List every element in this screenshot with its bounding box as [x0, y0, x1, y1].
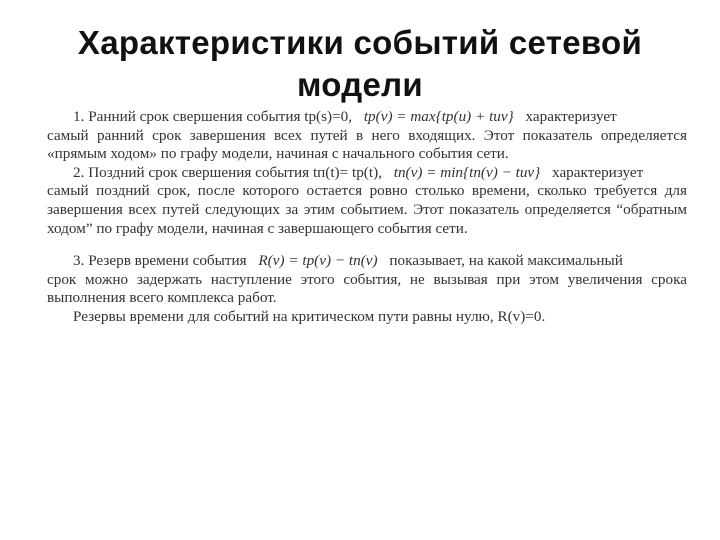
item-3-formula: R(v) = tр(v) − tп(v)	[258, 252, 378, 270]
title-line-2: модели	[296, 66, 424, 103]
item-2-condition: tп(t)= tр(t),	[312, 163, 382, 181]
item-1-first-line	[47, 108, 687, 127]
item-1-after-formula: характеризует	[525, 108, 617, 125]
item-2-lead: Поздний срок свершения события	[88, 163, 310, 181]
closing-statement: Резервы времени для событий на критическом пути равны нулю, R(v)=0.	[73, 307, 546, 325]
item-2-after-formula: характеризует	[552, 163, 644, 181]
item-1-condition: tр(s)=0,	[304, 108, 353, 125]
list-item-2	[47, 164, 687, 238]
item-1-formula: tр(v) = max{tр(u) + tuv}	[363, 108, 514, 125]
item-1-continuation: самый ранний срок завершения всех путей в него входящих. Этот показатель определяется «прямым ходом» по графу модели, начиная с начального события сети.	[47, 126, 687, 163]
slide-title	[0, 22, 720, 106]
item-3-number: 3.	[73, 252, 85, 270]
slide-body	[47, 108, 687, 327]
item-2-formula: tп(v) = min{tп(v) − tuv}	[393, 163, 541, 181]
item-2-first-line	[47, 164, 687, 183]
item-3-first-line	[47, 252, 687, 271]
item-1-number: 1.	[73, 108, 85, 125]
item-3-lead: Резерв времени события	[88, 252, 247, 270]
item-2-number: 2.	[73, 163, 85, 181]
list-item-1	[47, 108, 687, 164]
spacer	[47, 238, 687, 252]
item-3-after-formula: показывает, на какой максимальный	[389, 252, 623, 270]
item-1-lead: Ранний срок свершения события	[88, 108, 301, 125]
item-2-continuation: самый поздний срок, после которого остается ровно столько времени, сколько требуется для завершения всех путей следующих за этим событием. Этот показатель определяется “обратным ходом” по графу модели, начиная с завершающего события сети.	[47, 182, 687, 237]
title-line-1: Характеристики событий сетевой	[77, 24, 643, 61]
item-3-continuation: срок можно задержать наступление этого события, не вызывая при этом увеличения срока выполнения всего комплекса работ.	[47, 270, 687, 307]
list-item-3	[47, 252, 687, 308]
